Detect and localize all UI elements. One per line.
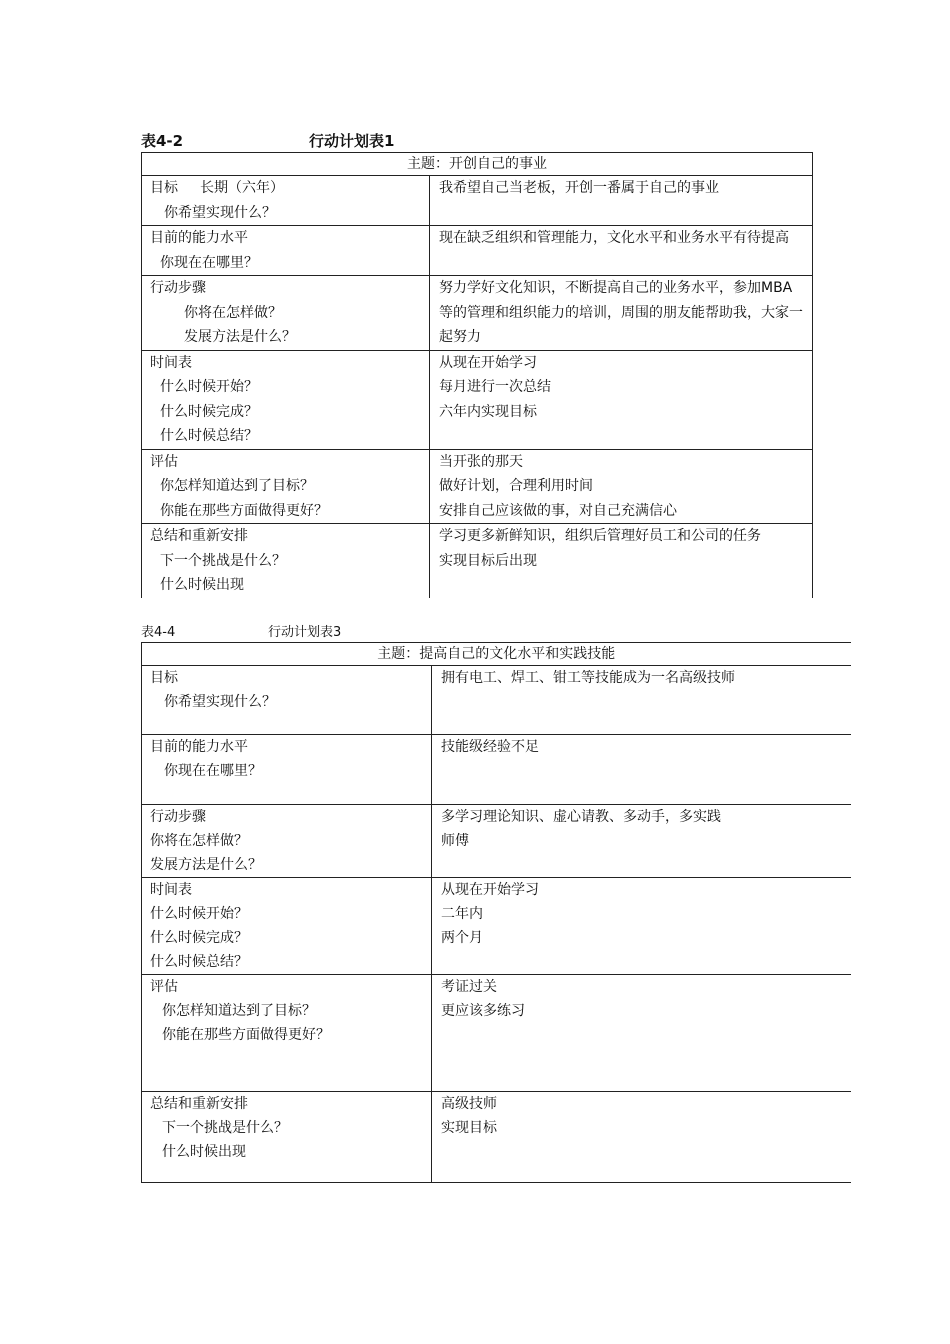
answer-text: 考证过关 [441, 979, 497, 995]
row-question: 什么时候出现 [160, 577, 244, 593]
table2-header: 主题：提高自己的文化水平和实践技能 [142, 643, 851, 666]
answer-text: 多学习理论知识、虚心请教、多动手，多实践 [441, 809, 721, 825]
row-label-cell [142, 524, 430, 598]
row-title: 目标 长期（六年） [150, 180, 284, 196]
row-label-cell [142, 1092, 432, 1183]
table-row [142, 1092, 851, 1183]
table1-caption-title: 行动计划表1 [309, 132, 395, 150]
row-title: 行动步骤 [150, 809, 206, 825]
row-question: 什么时候开始？ [160, 379, 258, 395]
table-row [142, 975, 851, 1092]
answer-text: 每月进行一次总结 [439, 379, 551, 395]
row-title: 总结和重新安排 [150, 1096, 248, 1112]
row-answer-cell [432, 735, 851, 805]
answer-text: 现在缺乏组织和管理能力，文化水平和业务水平有待提高 [439, 230, 789, 246]
action-plan-table-3 [141, 642, 851, 1183]
row-title: 目标 [150, 670, 178, 686]
table-row [142, 449, 813, 524]
row-answer-cell [432, 1092, 851, 1183]
row-title: 目前的能力水平 [150, 739, 248, 755]
answer-text: 实现目标 [441, 1120, 497, 1136]
table-row [142, 276, 813, 351]
table2-caption-title: 行动计划表3 [268, 625, 342, 640]
answer-text: 当开张的那天 [439, 453, 523, 470]
table-row [142, 666, 851, 735]
answer-text: 技能级经验不足 [441, 739, 539, 755]
answer-text: 从现在开始学习 [439, 354, 537, 371]
table-row [142, 735, 851, 805]
row-label-cell [142, 666, 432, 735]
row-label-cell [142, 276, 430, 351]
row-label-cell [142, 805, 432, 878]
row-title: 行动步骤 [150, 280, 206, 296]
row-answer-cell [430, 226, 813, 276]
table-row [142, 350, 813, 449]
row-answer-cell [432, 666, 851, 735]
table1-header: 主题：开创自己的事业 [142, 153, 813, 176]
table-row [142, 805, 851, 878]
row-question: 什么时候完成？ [160, 403, 258, 420]
row-question: 你希望实现什么？ [164, 204, 276, 221]
answer-text: 拥有电工、焊工、钳工等技能成为一名高级技师 [441, 670, 735, 686]
row-question: 什么时候完成？ [150, 930, 248, 946]
table-row [142, 226, 813, 276]
row-label-cell [142, 226, 430, 276]
row-label-cell [142, 878, 432, 975]
row-answer-cell [432, 878, 851, 975]
answer-paragraph: 努力学好文化知识，不断提高自己的业务水平，参加MBA等的管理和组织能力的培训，周围的朋友能帮助我，大家一起努力 [439, 280, 803, 345]
row-question: 你现在在哪里？ [164, 763, 262, 779]
row-question: 你将在怎样做？ [184, 304, 282, 321]
answer-text: 学习更多新鲜知识，组织后管理好员工和公司的任务 [439, 528, 761, 544]
answer-text: 从现在开始学习 [441, 882, 539, 898]
row-question: 你能在那些方面做得更好？ [162, 1027, 330, 1043]
row-answer-cell [430, 350, 813, 449]
row-question: 什么时候出现 [162, 1144, 246, 1160]
row-label-cell [142, 975, 432, 1092]
table-row [142, 524, 813, 598]
table1-caption-number: 表4-2 [141, 132, 184, 150]
row-answer-cell [430, 524, 813, 598]
answer-text: 实现目标后出现 [439, 552, 537, 569]
row-answer-cell [430, 176, 813, 226]
row-question: 你能在那些方面做得更好？ [160, 502, 328, 519]
row-title: 时间表 [150, 882, 192, 898]
row-label-cell [142, 350, 430, 449]
row-question: 什么时候开始？ [150, 906, 248, 922]
answer-text: 更应该多练习 [441, 1003, 525, 1019]
answer-text: 师傅 [441, 833, 469, 849]
table2-caption-number: 表4-4 [141, 625, 176, 640]
row-answer-cell [432, 805, 851, 878]
row-title: 评估 [150, 979, 178, 995]
row-title: 目前的能力水平 [150, 230, 248, 246]
table-row [142, 176, 813, 226]
row-title: 总结和重新安排 [150, 528, 248, 544]
row-answer-cell [430, 276, 813, 351]
table-row [142, 878, 851, 975]
answer-text: 做好计划，合理利用时间 [439, 478, 593, 494]
row-question: 发展方法是什么？ [150, 857, 262, 873]
row-question: 下一个挑战是什么？ [162, 1120, 288, 1136]
row-question: 你怎样知道达到了目标？ [160, 478, 314, 494]
row-question: 你希望实现什么？ [164, 694, 276, 710]
answer-text: 两个月 [441, 930, 483, 946]
row-question: 发展方法是什么？ [184, 329, 296, 345]
answer-text: 高级技师 [441, 1096, 497, 1112]
row-question: 你将在怎样做？ [150, 833, 248, 849]
row-title: 评估 [150, 453, 178, 470]
row-question: 什么时候总结？ [160, 428, 258, 444]
row-answer-cell [432, 975, 851, 1092]
row-label-cell [142, 449, 430, 524]
row-question: 你现在在哪里？ [160, 254, 258, 271]
row-title: 时间表 [150, 354, 192, 371]
row-question: 你怎样知道达到了目标？ [162, 1003, 316, 1019]
row-question: 下一个挑战是什么？ [160, 552, 286, 569]
row-question: 什么时候总结？ [150, 954, 248, 970]
answer-text: 安排自己应该做的事，对自己充满信心 [439, 502, 677, 519]
answer-text: 二年内 [441, 906, 483, 922]
row-answer-cell [430, 449, 813, 524]
answer-text: 我希望自己当老板，开创一番属于自己的事业 [439, 180, 719, 196]
row-label-cell [142, 176, 430, 226]
row-label-cell [142, 735, 432, 805]
action-plan-table-1 [141, 152, 813, 598]
answer-text: 六年内实现目标 [439, 403, 537, 420]
